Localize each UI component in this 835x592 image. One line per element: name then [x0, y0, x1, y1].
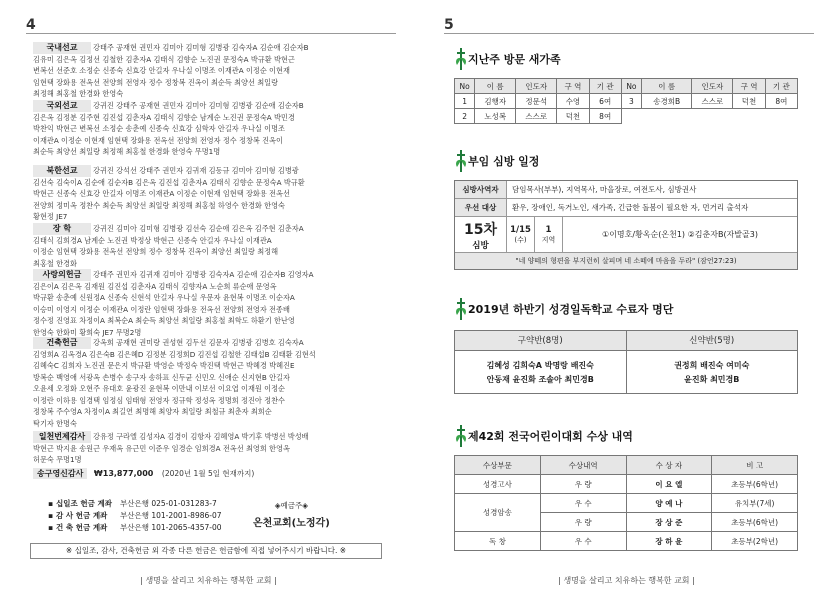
name-row: 최홍철 한경화	[33, 258, 77, 268]
name-row: 김태식 김희경A 남계순 노진권 박정상 박현근 신종숙 안길자 우나실 이재관A	[33, 235, 272, 245]
total-note: (2020년 1월 5일 현재까지)	[161, 469, 255, 478]
name-row: 강태주 권민자 김귀재 김미아 김병광 김숙자A 김순애 김순자B 김영자A	[93, 270, 314, 279]
name-row: 오윤세 오정화 오현주 유대호 윤광진 윤현복 이만내 이보선 이요엽 이재원 이정순	[33, 384, 285, 393]
name-row: 김은이A 김은옥 김재원 김진섭 김춘자A 김태식 김향자A 노순희 류순애 문영옥	[33, 281, 277, 291]
graduation-box	[454, 330, 798, 394]
page-number: 5	[444, 17, 454, 33]
name-row: 강옥희 공재현 권미랑 권성현 김두선 김문자 김병광 김병호 김숙자A	[93, 338, 304, 347]
name-row: 이정란 이하용 임경택 임정심 임태형 전영자 정규학 정성옥 정명희 정진아 정찬수	[33, 395, 285, 405]
right-footer: | 생명을 살리고 치유하는 행복한 교회 |	[558, 576, 695, 585]
name-row: 방복순 백영애 서광옥 손병수 송구자 송하표 신두균 신민오 신애순 신지현B 안길자	[33, 372, 290, 382]
account-row: ▪ 십일조 헌금 계좌 부산은행 025-01-031283-7	[48, 499, 217, 508]
cross-leaf-icon	[454, 425, 468, 447]
name-row: 정창복 주수영A 차정이A 최길연 최명해 최양자 최일랑 최철규 최춘자 최희순	[33, 407, 272, 416]
round-label: 심방	[472, 240, 489, 251]
offering-section	[33, 100, 383, 158]
cross-leaf-icon	[454, 48, 468, 70]
award-header-row: 수상부문 수상내역 수 상 자 비 고	[455, 456, 798, 475]
round-number: 15차	[463, 221, 497, 238]
name-row: 강귀진 강태주 공재현 권민자 김미아 김미형 김병광 김순애 김순자B	[93, 101, 304, 110]
name-row: 김영희A 김옥경A 김은숙B 김은혜D 김정분 김정희D 김진섭 김철한 김태섭B 김태환 김현석	[33, 349, 316, 359]
visit-title: 지난주 방문 새가족	[468, 53, 561, 66]
schedule-quote: "네 양떼의 형편을 부지런히 살피며 네 소떼에 마음을 두라" (잠언27:23)	[455, 253, 797, 269]
section-title: 일천번제감사	[33, 431, 91, 443]
name-row: 박규환 송춘예 신원정A 신종숙 신현석 안길자 우나실 우문자 윤현복 이명조 이순자A	[33, 293, 295, 302]
name-row: 전양희 정미옥 정찬수 최순득 최양선 최일랑 최정해 최홍철 하영수 한경화 한영숙	[33, 200, 285, 210]
table-row: 성경암송 우 수 양 예 나 유치부(7세)	[455, 494, 798, 513]
table-row: 1 김행자 정문석 수영 6여 3 송경희B 스스로 덕천 8여	[455, 94, 798, 109]
offering-notice: ※ 십일조, 감사, 건축헌금 외 각종 다른 헌금은 헌금함에 직접 넣어주시기 바랍니다. ※	[30, 543, 382, 559]
award-table	[454, 455, 798, 551]
offering-section	[33, 269, 383, 338]
award-title: 제42회 전국어린이대회 수상 내역	[468, 430, 633, 443]
offering-section	[33, 337, 383, 429]
left-page-header	[26, 14, 396, 34]
old-testament-column: 구약반(8명) 김혜성 김희숙A 박명랑 배진숙 안동재 윤진화 조솔아 최민경B	[455, 331, 626, 393]
table-row: 우 량 장 상 준 초등부(6학년)	[455, 513, 798, 532]
schedule-priority-row: 우선 대상 환우, 장애인, 독거노인, 새가족, 긴급한 돌봄이 필요한 자, 먼거리 출석자	[455, 199, 797, 217]
graduation-heading	[454, 298, 673, 320]
award-heading	[454, 425, 633, 447]
section-title: 국내선교	[33, 42, 91, 54]
account-row: ▪ 감 사 헌금 계좌 부산은행 101-2001-8986-07	[48, 511, 222, 520]
name-row: 박현근 박지윤 송원근 우재옥 유근민 이준우 임경순 임희경A 전옥선 최영희 한영옥	[33, 443, 290, 453]
name-row: 박찬익 박현근 변복선 소정순 송춘예 신종숙 신효강 심학자 안길자 우나실 이명조	[33, 124, 285, 133]
section-title: 국외선교	[33, 100, 91, 112]
graduation-title: 2019년 하반기 성경일독학교 수료자 명단	[468, 303, 674, 316]
name-row: 최순득 최양선 최일랑 최정해 최홍철 한경화 한영숙 무명1명	[33, 147, 221, 156]
name-row: 김혜숙C 김희자 노진권 문은지 박규환 박영순 박정숙 박진택 박현근 박혜경 박혜진E	[33, 361, 295, 370]
list-item: 김혜성 김희숙A 박명랑 배진숙	[486, 361, 594, 370]
left-footer: | 생명을 살리고 치유하는 행복한 교회 |	[140, 576, 277, 585]
name-row: 이재관A 이정순 이현재 임현택 장화용 전옥선 전양희 전영자 정수 정창복 진옥이	[33, 135, 283, 145]
name-row: 허문숙 무명1명	[33, 455, 82, 464]
schedule-box	[454, 180, 798, 270]
name-row: 강귀진 김미아 김미형 김병광 김선숙 김순애 김은옥 김주현 김춘자A	[93, 224, 304, 233]
round-region: 1	[545, 224, 552, 235]
depositor-name: 온천교회(노정각)	[253, 518, 330, 529]
list-item: 윤진화 최민경B	[684, 375, 740, 384]
account-row: ▪ 건 축 헌금 계좌 부산은행 101-2065-4357-00	[48, 523, 222, 532]
name-row: 최정해 최홍철 한경화 한영숙	[33, 89, 124, 98]
table-row: 독 창 우 수 장 하 윤 초등부(2학년)	[455, 532, 798, 551]
name-row: 김유미 김은옥 김정선 김철한 김춘자A 김태식 김향순 노진권 문정숙A 박규환 박현근	[33, 54, 295, 64]
name-row: 임현택 장화용 전옥선 전양희 전영자 정수 정창복 진옥이 최순득 최양선 최일랑	[33, 77, 279, 87]
name-row: 정수정 진영표 차정이A 최복순A 최순득 최양선 최일랑 최홍철 최학도 하환기 한난영	[33, 316, 295, 325]
round-region-label: 지역	[541, 235, 556, 244]
offering-section	[33, 165, 383, 223]
year-end-offering-total	[33, 468, 254, 479]
visit-heading	[454, 48, 561, 70]
name-row: 황현정 JE7	[33, 212, 68, 221]
name-row: 박현근 신종숙 신효강 안길자 이명조 이재관A 이정순 이현재 임현택 장화용 전옥선	[33, 189, 290, 198]
section-title: 장 학	[33, 223, 91, 235]
name-row: 이정순 임현택 장화용 전옥선 전양희 정수 정창복 진옥이 최양선 최일랑 최정해	[33, 247, 279, 256]
offering-section	[33, 223, 383, 269]
cross-leaf-icon	[454, 298, 468, 320]
name-row: 강유정 구라엘 김성자A 김경이 김항자 김혜영A 박기후 박병선 박성배	[93, 432, 309, 441]
section-title: 북한선교	[33, 165, 91, 177]
right-page-header	[444, 14, 814, 34]
total-amount: ₩13,877,000	[93, 469, 154, 478]
left-page	[0, 0, 417, 592]
right-page	[418, 0, 835, 592]
name-row: 한영숙 한화미 황희숙 JE7 무명2명	[33, 327, 142, 337]
cross-leaf-icon	[454, 150, 468, 172]
schedule-heading	[454, 150, 539, 172]
visit-table	[454, 78, 798, 124]
round-day: (수)	[514, 235, 527, 244]
schedule-visitors-row: 심방사역자 담임목사(부부), 지역목사, 마을장로, 여전도사, 심방권사	[455, 181, 797, 199]
bank-accounts	[48, 498, 222, 534]
name-row: 강태주 공재현 권민자 김미아 김미형 김병광 김숙자A 김순애 김순자B	[93, 43, 309, 52]
name-row: 김은옥 김정분 김주현 김진섭 김춘자A 김태식 김향순 남계순 노진권 문정숙A 박민경	[33, 112, 295, 122]
name-row: 이승미 이영지 이정순 이재관A 이정란 임현택 장화용 전옥선 전양희 전영자 전종배	[33, 304, 290, 314]
table-row: 성경고사 우 량 이 요 엘 초등부(6학년)	[455, 475, 798, 494]
schedule-title: 부임 심방 일정	[468, 155, 540, 168]
name-row: 강귀진 강석선 강태주 권민자 김귀재 김동규 김미아 김미형 김병광	[93, 166, 299, 175]
list-item: 안동재 윤진화 조솔아 최민경B	[486, 375, 594, 384]
round-date: 1/15	[510, 224, 531, 235]
offering-section	[33, 431, 383, 466]
section-title: 건축헌금	[33, 337, 91, 349]
schedule-round-row	[455, 217, 797, 253]
round-teams: ①이명호/황옥순(온천1) ②김춘자B(자발골3)	[602, 230, 758, 239]
offering-section	[33, 42, 383, 100]
name-row: 김선숙 김숙이A 김순애 김순자B 김은옥 김진섭 김춘자A 김태식 김향순 문정숙A 박규환	[33, 177, 305, 187]
table-row: 2 노성복 스스로 덕천 8여	[455, 109, 798, 124]
depositor	[253, 500, 330, 529]
total-label: 송구영신감사	[33, 468, 87, 479]
page-number: 4	[26, 17, 36, 33]
visit-header-row: No 이 름 인도자 구 역 기 관 No 이 름 인도자 구 역 기 관	[455, 79, 798, 94]
section-title: 사랑의헌금	[33, 269, 91, 281]
name-row: 탁기자 한명숙	[33, 418, 77, 428]
new-testament-column: 신약반(5명) 권정희 배진숙 여미숙 윤진화 최민경B	[626, 331, 798, 393]
name-row: 변복선 선준호 소정순 신종숙 신효강 안길자 우나실 이명조 이재관A 이정순 이현재	[33, 66, 290, 75]
depositor-label: ◈예금주◈	[274, 501, 309, 510]
list-item: 권정희 배진숙 여미숙	[674, 361, 750, 370]
